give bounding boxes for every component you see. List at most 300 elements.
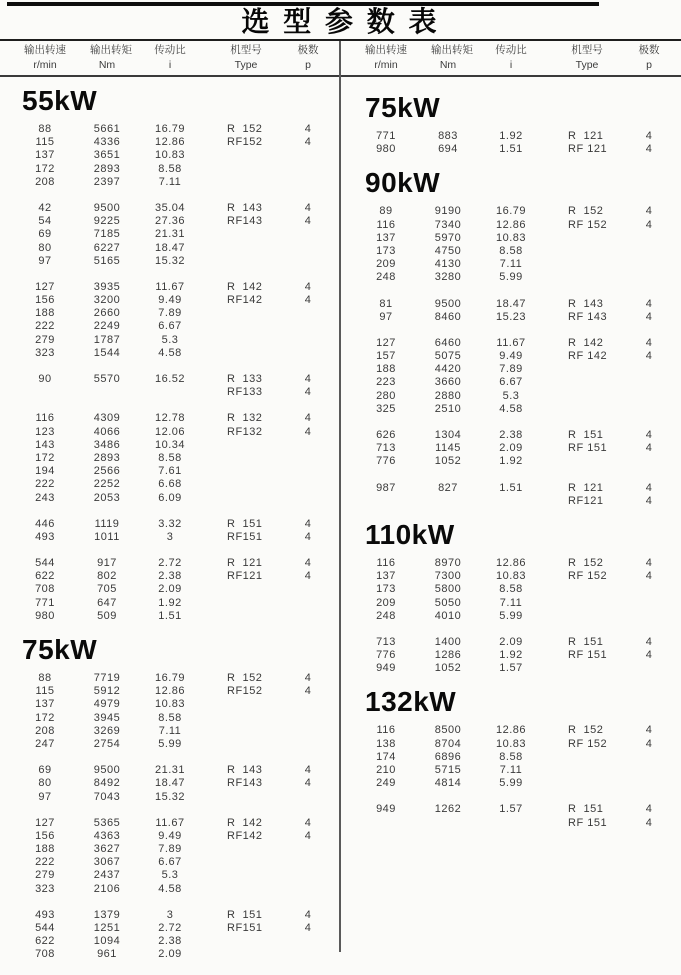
table-row <box>341 232 681 245</box>
header-unit: Nm <box>439 59 457 71</box>
cell-speed: 544 <box>35 557 55 570</box>
cell-torque: 1286 <box>434 649 462 662</box>
header-cell-type <box>216 43 276 73</box>
header-cell-torque <box>431 43 473 73</box>
cell-type: R 152 <box>568 205 604 218</box>
cell-type: R 133 <box>227 373 263 385</box>
cell-ratio: 2.09 <box>158 948 182 961</box>
table-row <box>0 334 340 347</box>
cell-poles <box>276 883 340 896</box>
table-row <box>0 412 340 425</box>
cell-ratio: 1.92 <box>158 596 182 609</box>
cell-poles: 4 <box>304 280 312 293</box>
table-row <box>0 307 340 320</box>
cell-poles: 4 <box>304 908 312 921</box>
cell-ratio: 7.89 <box>158 307 182 320</box>
cell-torque: 3280 <box>434 271 462 284</box>
cell-ratio: 6.68 <box>158 478 182 491</box>
cell-type: RF152 <box>227 136 263 149</box>
cell-type: RF142 <box>227 294 263 307</box>
cell-speed: 279 <box>35 869 55 882</box>
table-row <box>0 202 340 215</box>
table-row <box>0 242 340 255</box>
cell-poles <box>276 610 340 623</box>
cell-poles: 4 <box>304 672 312 684</box>
cell-speed: 137 <box>35 698 55 711</box>
cell-ratio: 15.32 <box>154 790 186 803</box>
cell-poles <box>617 363 681 376</box>
cell-ratio: 1.92 <box>499 649 523 662</box>
cell-ratio: 4.58 <box>499 402 523 415</box>
cell-torque: 3486 <box>93 438 121 451</box>
cell-poles: 4 <box>645 429 653 441</box>
section-75kw <box>0 636 340 962</box>
cell-ratio: 12.86 <box>495 724 527 737</box>
cell-poles: 4 <box>645 481 653 494</box>
cell-torque: 827 <box>438 481 458 494</box>
cell-poles: 4 <box>304 764 312 777</box>
cell-speed: 446 <box>35 517 55 530</box>
table-row <box>0 320 340 333</box>
cell-speed: 325 <box>376 402 396 415</box>
cell-torque: 802 <box>97 570 117 583</box>
cell-speed: 156 <box>35 294 55 307</box>
cell-torque: 3660 <box>434 376 462 389</box>
cell-torque: 5715 <box>434 764 462 776</box>
row-group <box>0 764 340 804</box>
cell-type: RF152 <box>227 685 263 698</box>
cell-ratio: 6.67 <box>499 376 523 389</box>
cell-poles <box>276 725 340 738</box>
section-75kw <box>341 94 681 156</box>
cell-poles <box>617 583 681 596</box>
cell-poles <box>617 777 681 790</box>
cell-ratio: 15.32 <box>154 254 186 267</box>
cell-ratio: 27.36 <box>154 215 186 228</box>
table-row <box>0 136 340 149</box>
cell-torque: 9500 <box>93 764 121 777</box>
cell-type <box>216 856 276 869</box>
cell-torque: 6896 <box>434 750 462 763</box>
cell-speed: 88 <box>38 672 52 684</box>
cell-ratio: 8.58 <box>158 451 182 464</box>
table-row <box>341 143 681 156</box>
cell-torque: 4814 <box>434 777 462 790</box>
cell-poles: 4 <box>304 570 312 583</box>
cell-speed: 209 <box>376 258 396 271</box>
cell-ratio: 2.09 <box>158 583 182 596</box>
cell-ratio <box>124 386 216 399</box>
cell-type: R 142 <box>227 280 263 293</box>
cell-torque: 1400 <box>434 635 462 648</box>
cell-torque: 2252 <box>93 478 121 491</box>
row-group <box>341 636 681 676</box>
cell-type <box>216 242 276 255</box>
header-label: 输出转速 <box>24 44 66 56</box>
cell-poles <box>276 738 340 751</box>
cell-type: R 152 <box>227 123 263 135</box>
cell-speed: 89 <box>379 205 393 218</box>
cell-torque: 2249 <box>93 320 121 333</box>
cell-type <box>557 390 617 403</box>
table-row <box>341 597 681 610</box>
cell-poles: 4 <box>645 737 653 750</box>
cell-speed: 156 <box>35 829 55 842</box>
cell-type: RF 151 <box>568 816 608 829</box>
cell-speed: 222 <box>35 320 55 333</box>
cell-ratio: 12.86 <box>154 685 186 698</box>
cell-torque: 7043 <box>93 790 121 803</box>
cell-speed: 97 <box>38 790 52 803</box>
cell-speed: 69 <box>38 764 52 777</box>
table-row <box>341 245 681 258</box>
cell-type: R 152 <box>568 556 604 569</box>
cell-type: R 142 <box>227 816 263 829</box>
cell-ratio: 1.92 <box>499 455 523 468</box>
cell-torque: 2437 <box>93 869 121 882</box>
cell-poles <box>276 228 340 241</box>
cell-poles <box>617 597 681 610</box>
cell-poles <box>276 465 340 478</box>
cell-torque: 5661 <box>93 123 121 135</box>
cell-ratio: 9.49 <box>499 350 523 363</box>
cell-type <box>216 843 276 856</box>
cell-ratio: 10.83 <box>495 570 527 583</box>
table-row <box>341 403 681 416</box>
cell-type <box>557 363 617 376</box>
cell-speed: 137 <box>376 570 396 583</box>
cell-poles: 4 <box>645 350 653 363</box>
cell-speed: 115 <box>35 136 55 149</box>
cell-type: R 143 <box>227 201 263 214</box>
section-heading: 55kW <box>22 85 98 116</box>
cell-torque: 2106 <box>93 882 121 895</box>
cell-type: RF 143 <box>568 310 608 323</box>
header-unit: p <box>305 59 311 71</box>
cell-poles <box>617 232 681 245</box>
row-group <box>341 337 681 416</box>
cell-speed: 116 <box>376 218 396 231</box>
cell-speed: 127 <box>35 280 55 293</box>
cell-ratio: 2.09 <box>499 442 523 455</box>
cell-ratio: 1.57 <box>499 662 523 675</box>
cell-speed: 776 <box>376 455 396 468</box>
cell-torque: 647 <box>97 596 117 609</box>
cell-speed <box>341 495 431 508</box>
cell-torque: 8704 <box>434 737 462 750</box>
cell-torque: 5050 <box>434 596 462 609</box>
cell-ratio: 12.86 <box>495 218 527 231</box>
section-110kw <box>341 518 681 676</box>
header-unit: Type <box>234 59 258 71</box>
cell-speed: 980 <box>35 609 55 622</box>
cell-ratio: 7.11 <box>158 724 182 737</box>
cell-poles: 4 <box>645 205 653 218</box>
cell-torque: 2754 <box>93 737 121 750</box>
cell-ratio: 10.34 <box>154 438 186 451</box>
cell-speed: 194 <box>35 465 55 478</box>
cell-poles: 4 <box>645 724 653 737</box>
cell-poles: 4 <box>304 425 312 438</box>
cell-torque <box>90 386 124 399</box>
table-row <box>0 583 340 596</box>
cell-type: RF 152 <box>568 737 608 750</box>
cell-torque: 2397 <box>93 175 121 188</box>
row-group <box>341 298 681 324</box>
cell-poles <box>276 843 340 856</box>
cell-ratio: 8.58 <box>499 750 523 763</box>
table-row <box>341 350 681 363</box>
cell-poles <box>617 751 681 764</box>
cell-torque: 9500 <box>434 297 462 310</box>
cell-ratio: 5.99 <box>499 777 523 790</box>
cell-torque: 1119 <box>94 517 120 530</box>
cell-torque: 1052 <box>434 455 462 468</box>
table-row <box>0 830 340 843</box>
cell-torque: 2893 <box>93 162 121 175</box>
cell-type <box>557 245 617 258</box>
cell-poles <box>617 258 681 271</box>
cell-poles <box>276 712 340 725</box>
cell-type <box>216 149 276 162</box>
cell-ratio: 1.51 <box>499 143 523 156</box>
cell-speed: 116 <box>376 556 396 569</box>
cell-poles <box>276 948 340 961</box>
cell-poles: 4 <box>304 517 312 530</box>
cell-ratio: 5.99 <box>499 271 523 284</box>
cell-torque: 2053 <box>93 491 121 504</box>
cell-speed: 81 <box>379 297 393 310</box>
cell-type <box>216 465 276 478</box>
cell-type: RF132 <box>227 425 263 438</box>
cell-poles <box>276 492 340 505</box>
cell-type <box>557 662 617 675</box>
cell-torque: 6227 <box>93 241 121 254</box>
table-row <box>0 557 340 570</box>
table-row <box>0 817 340 830</box>
cell-torque: 9225 <box>93 215 121 228</box>
cell-speed: 223 <box>376 376 396 389</box>
cell-type <box>216 725 276 738</box>
table-row <box>0 439 340 452</box>
table-row <box>341 570 681 583</box>
cell-ratio: 1.92 <box>499 130 523 142</box>
table-row <box>341 649 681 662</box>
cell-type <box>216 712 276 725</box>
table-row <box>0 764 340 777</box>
cell-torque: 1251 <box>93 922 121 934</box>
cell-type <box>216 347 276 360</box>
cell-ratio: 2.38 <box>158 570 182 583</box>
cell-torque: 5970 <box>434 231 462 244</box>
cell-poles: 4 <box>304 386 312 399</box>
cell-type <box>216 163 276 176</box>
cell-type: RF 121 <box>568 143 608 156</box>
cell-speed: 713 <box>376 635 396 648</box>
cell-type: R 143 <box>568 297 604 310</box>
cell-type: R 151 <box>568 635 604 648</box>
cell-speed: 115 <box>35 685 55 698</box>
cell-type: R 121 <box>568 130 604 142</box>
table-row <box>0 856 340 869</box>
cell-speed: 137 <box>35 149 55 162</box>
cell-torque: 1544 <box>93 346 121 359</box>
cell-speed: 708 <box>35 948 55 961</box>
cell-torque: 917 <box>97 557 117 570</box>
table-row <box>341 777 681 790</box>
cell-torque: 8970 <box>434 556 462 569</box>
cell-type <box>216 698 276 711</box>
cell-speed: 626 <box>376 429 396 441</box>
cell-poles <box>617 455 681 468</box>
cell-poles <box>617 245 681 258</box>
cell-poles <box>276 698 340 711</box>
cell-torque <box>431 817 465 830</box>
cell-type <box>216 439 276 452</box>
cell-ratio: 12.06 <box>154 425 186 438</box>
cell-speed: 173 <box>376 583 396 596</box>
cell-poles: 4 <box>645 803 653 816</box>
cell-ratio: 8.58 <box>158 162 182 175</box>
cell-speed: 209 <box>376 596 396 609</box>
row-group <box>0 123 340 189</box>
cell-speed: 323 <box>35 346 55 359</box>
cell-type <box>557 232 617 245</box>
cell-ratio: 1.57 <box>499 803 523 816</box>
cell-speed: 248 <box>376 271 396 284</box>
cell-type <box>216 320 276 333</box>
row-group <box>0 557 340 623</box>
cell-poles: 4 <box>304 922 312 934</box>
cell-speed: 123 <box>35 425 55 438</box>
cell-speed: 222 <box>35 478 55 491</box>
cell-torque: 4363 <box>93 829 121 842</box>
row-group <box>341 482 681 508</box>
cell-poles: 4 <box>645 143 653 156</box>
cell-ratio: 12.78 <box>154 412 186 425</box>
cell-poles: 4 <box>645 635 653 648</box>
cell-speed: 249 <box>376 777 396 790</box>
cell-ratio: 2.72 <box>158 922 182 934</box>
cell-type <box>557 777 617 790</box>
table-row <box>0 176 340 189</box>
cell-speed: 116 <box>35 412 55 425</box>
cell-speed: 188 <box>376 363 396 376</box>
table-row <box>341 495 681 508</box>
cell-type <box>216 791 276 804</box>
header-label: 机型号 <box>230 44 262 56</box>
cell-poles: 4 <box>304 530 312 543</box>
header-label: 极数 <box>297 44 319 56</box>
table-row <box>0 228 340 241</box>
cell-type <box>557 258 617 271</box>
cell-speed <box>341 817 431 830</box>
cell-type <box>216 228 276 241</box>
table-row <box>0 570 340 583</box>
cell-type <box>557 610 617 623</box>
cell-torque: 2893 <box>93 451 121 464</box>
table-row <box>341 817 681 830</box>
table-row <box>341 363 681 376</box>
cell-ratio: 6.09 <box>158 491 182 504</box>
table-row <box>0 255 340 268</box>
table-row <box>0 149 340 162</box>
cell-speed: 69 <box>38 228 52 241</box>
table-row <box>0 712 340 725</box>
cell-torque: 2660 <box>93 307 121 320</box>
cell-type: RF143 <box>227 215 263 228</box>
cell-type <box>216 307 276 320</box>
cell-speed: 173 <box>376 244 396 257</box>
cell-poles <box>276 334 340 347</box>
cell-poles: 4 <box>645 816 653 829</box>
table-row <box>0 948 340 961</box>
cell-type: RF 142 <box>568 350 608 363</box>
header-cell-ratio <box>465 43 557 73</box>
cell-ratio: 7.11 <box>499 258 523 271</box>
table-row <box>0 347 340 360</box>
row-group <box>0 672 340 751</box>
cell-ratio: 7.11 <box>158 175 182 188</box>
row-group <box>0 909 340 962</box>
cell-poles: 4 <box>304 816 312 829</box>
cell-poles: 4 <box>645 442 653 455</box>
cell-poles: 4 <box>304 123 312 135</box>
cell-torque: 1011 <box>94 530 120 543</box>
cell-torque: 7340 <box>434 218 462 231</box>
cell-speed: 493 <box>35 530 55 543</box>
cell-poles <box>617 764 681 777</box>
cell-speed: 771 <box>35 596 55 609</box>
cell-poles <box>276 439 340 452</box>
cell-speed: 987 <box>376 481 396 494</box>
cell-poles <box>617 390 681 403</box>
cell-type: RF 152 <box>568 570 608 583</box>
cell-speed: 222 <box>35 856 55 869</box>
cell-torque: 5570 <box>93 373 121 385</box>
cell-poles: 4 <box>304 829 312 842</box>
cell-ratio: 5.3 <box>502 389 520 402</box>
cell-type: RF143 <box>227 777 263 790</box>
row-group <box>0 817 340 896</box>
cell-speed: 143 <box>35 438 55 451</box>
table-row <box>0 843 340 856</box>
cell-torque: 8500 <box>434 724 462 737</box>
cell-type: R 121 <box>568 481 604 494</box>
cell-speed: 208 <box>35 724 55 737</box>
cell-ratio: 7.89 <box>499 363 523 376</box>
row-group <box>0 202 340 268</box>
header-unit: r/min <box>33 59 57 71</box>
cell-ratio: 16.79 <box>495 205 527 218</box>
cell-type <box>557 403 617 416</box>
cell-type: R 143 <box>227 764 263 777</box>
cell-poles <box>276 176 340 189</box>
cell-ratio: 15.23 <box>495 310 527 323</box>
cell-speed: 949 <box>376 662 396 675</box>
cell-poles <box>276 478 340 491</box>
cell-type: RF 151 <box>568 649 608 662</box>
cell-ratio: 12.86 <box>495 556 527 569</box>
cell-torque <box>431 495 465 508</box>
cell-torque: 9500 <box>93 201 121 214</box>
cell-poles <box>276 149 340 162</box>
cell-ratio: 12.86 <box>154 136 186 149</box>
table-row <box>0 935 340 948</box>
table-row <box>341 803 681 816</box>
cell-poles: 4 <box>645 336 653 349</box>
cell-poles: 4 <box>304 685 312 698</box>
